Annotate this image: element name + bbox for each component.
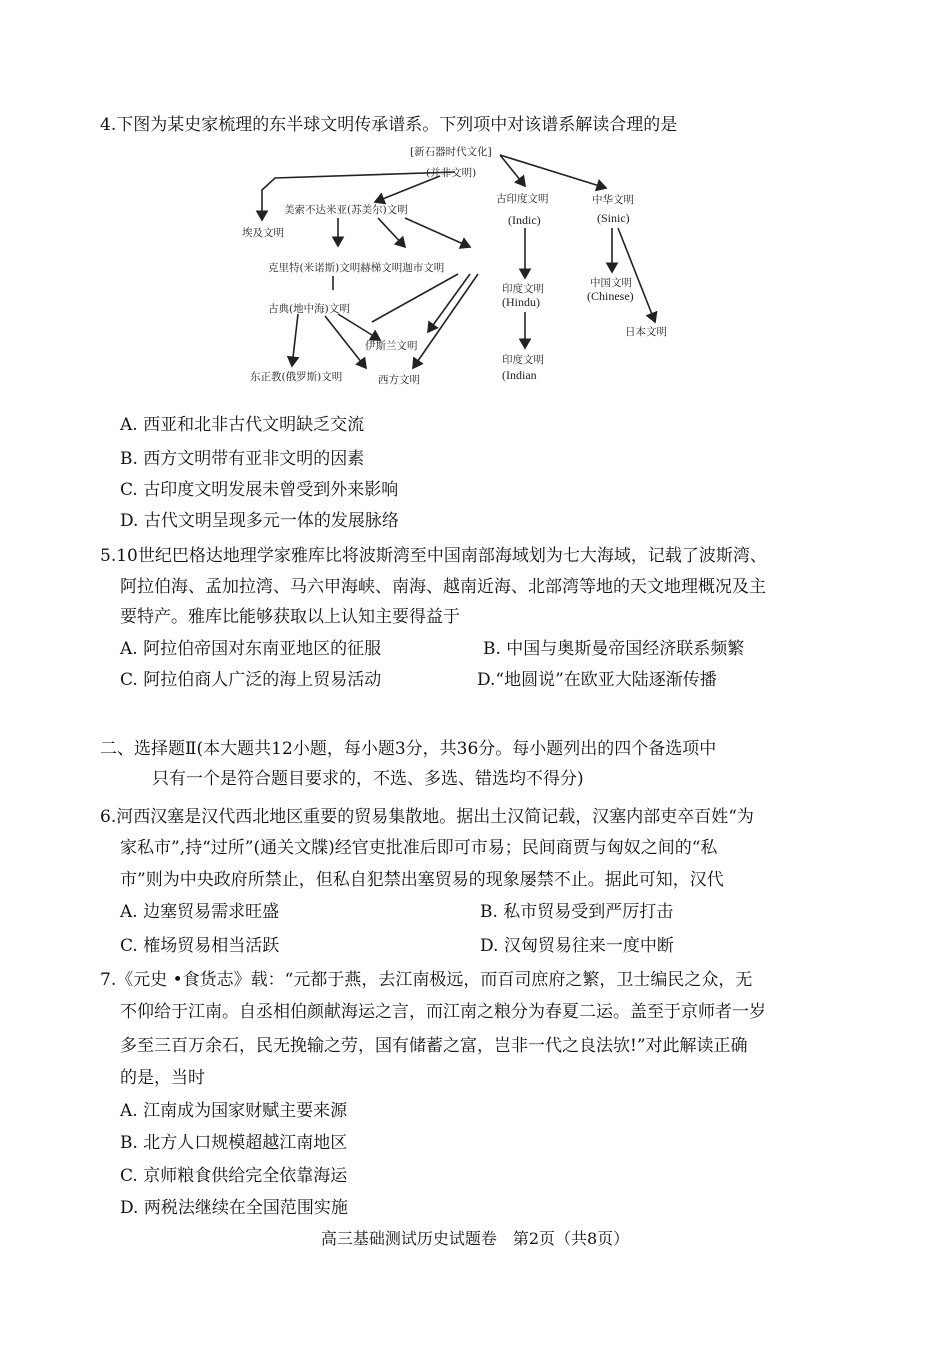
node-islam: 伊斯兰文明 — [365, 340, 418, 352]
node-china-cn: 中国文明 — [590, 277, 632, 289]
q5-option-b: B. 中国与奥斯曼帝国经济联系频繁 — [483, 639, 745, 659]
node-western: 西方文明 — [378, 374, 420, 386]
q4-stem: 4.下图为某史家梳理的东半球文明传承谱系。下列项中对该谱系解读合理的是 — [100, 115, 678, 135]
q6-option-d: D. 汉匈贸易往来一度中断 — [480, 936, 674, 956]
node-pan-african: (并非文明) — [426, 167, 477, 179]
q6-option-a: A. 边塞贸易需求旺盛 — [120, 902, 280, 922]
q6-line-1: 6.河西汉塞是汉代西北地区重要的贸易集散地。据出土汉简记载，汉塞内部吏卒百姓“为 — [100, 807, 754, 827]
q7-line-2: 不仰给于江南。自丞相伯颜献海运之言，而江南之粮分为春夏二运。盖至于京师者一岁 — [120, 1002, 766, 1022]
section-2-header-line-2: 只有一个是符合题目要求的，不选、多选、错选均不得分) — [152, 769, 584, 789]
q4-option-b: B. 西方文明带有亚非文明的因素 — [120, 449, 365, 469]
node-hindu-cn: 印度文明 — [502, 283, 544, 295]
page-footer: 高三基础测试历史试题卷 第2页（共8页） — [320, 1229, 630, 1248]
q5-option-c: C. 阿拉伯商人广泛的海上贸易活动 — [120, 670, 382, 690]
q6-line-2: 家私市”,持“过所”(通关文牒)经官吏批准后即可市易；民间商贾与匈奴之间的“私 — [120, 838, 718, 858]
node-ancient-india: 古印度文明 — [496, 193, 549, 205]
q7-option-d: D. 两税法继续在全国范围实施 — [120, 1198, 348, 1218]
node-classical: 古典(地中海)文明 — [268, 303, 350, 315]
section-2-header-line-1: 二、选择题Ⅱ(本大题共12小题，每小题3分，共36分。每小题列出的四个备选项中 — [100, 739, 717, 759]
q5-option-a: A. 阿拉伯帝国对东南亚地区的征服 — [120, 639, 382, 659]
arrow-classical-western — [325, 316, 366, 368]
q7-line-3: 多至三百万余石，民无挽输之劳，国有储蓄之富，岂非一代之良法欤!”对此解读正确 — [120, 1036, 748, 1056]
node-egypt: 埃及文明 — [242, 227, 284, 239]
node-indian: (Indian — [502, 368, 537, 382]
node-sinic: (Sinic) — [597, 211, 630, 225]
q6-line-3: 市”则为中央政府所禁止，但私自犯禁出塞贸易的现象屡禁不止。据此可知，汉代 — [120, 870, 724, 890]
q5-line-3: 要特产。雅库比能够获取以上认知主要得益于 — [120, 607, 460, 627]
arrow-classical-islam — [338, 314, 380, 340]
node-indian-cn: 印度文明 — [502, 354, 544, 366]
q4-option-a: A. 西亚和北非古代文明缺乏交流 — [120, 415, 365, 435]
civilization-genealogy-diagram — [0, 0, 950, 400]
q7-option-c: C. 京师粮食供给完全依靠海运 — [120, 1166, 348, 1186]
node-japan: 日本文明 — [625, 326, 667, 338]
q5-option-d: D.“地圆说”在欧亚大陆逐渐传播 — [477, 670, 717, 690]
q7-option-a: A. 江南成为国家财赋主要来源 — [120, 1101, 348, 1121]
arrow-canaanite-western — [413, 274, 478, 368]
q6-option-c: C. 榷场贸易相当活跃 — [120, 936, 280, 956]
q4-option-c: C. 古印度文明发展未曾受到外来影响 — [120, 480, 399, 500]
node-mesopotamia: 美索不达米亚(苏美尔)文明 — [284, 204, 408, 216]
arrow-hittite — [378, 218, 405, 247]
arrow-orthodox — [292, 314, 298, 366]
q4-option-d: D. 古代文明呈现多元一体的发展脉络 — [120, 511, 399, 531]
q7-line-1: 7.《元史 •食货志》载：“元都于燕，去江南极远，而百司庶府之繁，卫士编民之众，无 — [100, 970, 753, 990]
arrow-canaanite-islam — [428, 274, 470, 332]
arrow-canaanite — [405, 218, 470, 247]
node-chinese: (Chinese) — [587, 289, 634, 303]
q7-option-b: B. 北方人口规模超越江南地区 — [120, 1133, 348, 1153]
node-orthodox: 东正教(俄罗斯)文明 — [250, 371, 343, 383]
node-chinese-civ: 中华文明 — [592, 194, 634, 206]
q5-line-1: 5.10世纪巴格达地理学家雅库比将波斯湾至中国南部海域划为七大海域，记载了波斯湾、 — [100, 546, 767, 566]
arrow-japan — [618, 228, 655, 322]
arrow-mesopotamia — [375, 176, 440, 202]
node-neolithic: [新石器时代文化] — [410, 146, 492, 158]
node-minoan-hittite-canaanite: 克里特(米诺斯)文明赫梯文明迦市文明 — [268, 262, 445, 274]
node-hindu: (Hindu) — [502, 295, 540, 309]
q5-line-2: 阿拉伯海、孟加拉湾、马六甲海峡、南海、越南近海、北部湾等地的天文地理概况及主 — [120, 577, 766, 597]
arrow-neolithic-sinic — [500, 155, 606, 188]
node-indic: (Indic) — [508, 213, 541, 227]
q6-option-b: B. 私市贸易受到严厉打击 — [480, 902, 674, 922]
line-canaanite-classical — [372, 274, 458, 322]
q7-line-4: 的是，当时 — [120, 1068, 205, 1088]
